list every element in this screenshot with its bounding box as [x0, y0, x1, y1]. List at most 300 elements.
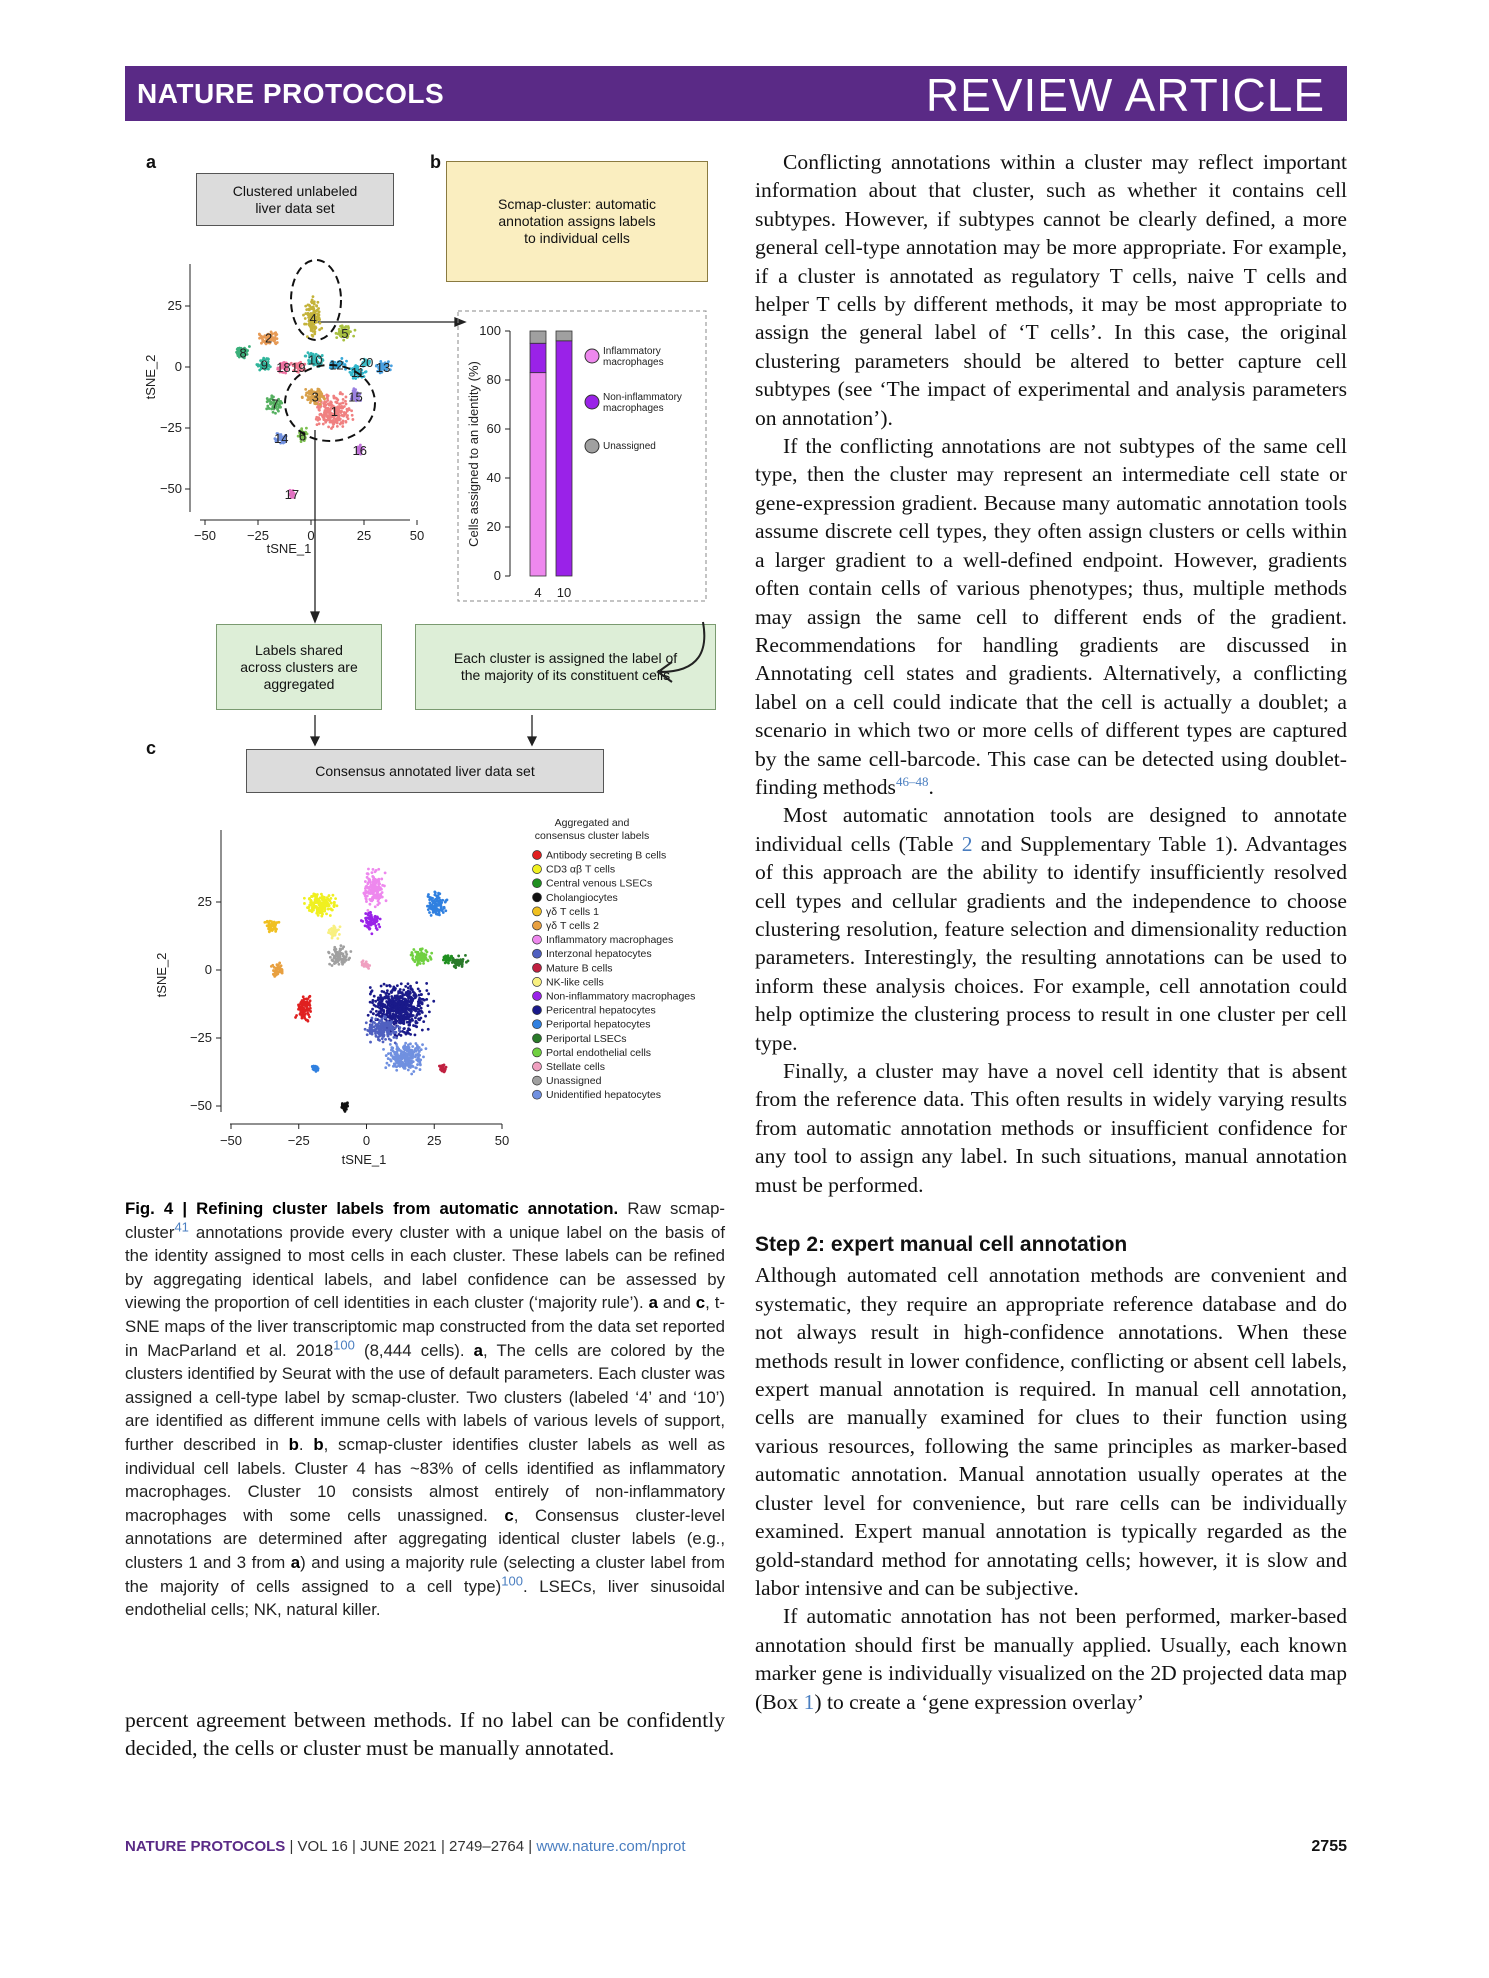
tsne-a-point — [276, 337, 279, 340]
tsne-c-ytick-label: 25 — [197, 894, 212, 909]
tsne-c-point — [368, 1027, 371, 1030]
tsne-c-point — [382, 1048, 385, 1051]
tsne-c-point — [418, 1058, 421, 1061]
caption-text: Raw scmap-cluster — [125, 1199, 725, 1242]
cluster-label-19: 19 — [291, 360, 306, 375]
tsne-c-point — [343, 961, 346, 964]
paragraph-novel-identity: Finally, a cluster may have a novel cell identity that is absent from the reference data. This often results in widely varying results from automatic annotation methods or insufficient confidence for any tool to assign any label. In such situations, manual annotation must be performed. — [755, 1059, 1347, 1197]
tsne-c-legend-swatch — [533, 949, 542, 958]
tsne-c-legend-swatch — [533, 1048, 542, 1057]
tsne-c-point — [334, 897, 337, 900]
tsne-c-point — [349, 950, 352, 953]
tsne-c-point — [420, 1007, 423, 1010]
tsne-a-point — [304, 388, 307, 391]
tsne-c-point — [332, 894, 335, 897]
tsne-c-point — [437, 909, 440, 912]
tsne-c-ytick-label: −50 — [189, 1098, 212, 1113]
tsne-c-point — [421, 1029, 424, 1032]
tsne-c-point — [316, 907, 319, 910]
tsne-a-point — [341, 425, 344, 428]
tsne-c-point — [394, 1059, 397, 1062]
tsne-c-point — [377, 900, 380, 903]
tsne-c-point — [380, 985, 383, 988]
tsne-c-legend-label: γδ T cells 2 — [546, 920, 599, 932]
tsne-a-point — [323, 400, 326, 403]
tsne-c-point — [378, 926, 381, 929]
tsne-c-legend-label: Antibody secreting B cells — [546, 849, 667, 862]
tsne-c-point — [333, 962, 336, 965]
tsne-c-point — [317, 914, 320, 917]
tsne-a-point — [304, 317, 307, 320]
tsne-c-point — [368, 1030, 371, 1033]
tsne-a-point — [267, 399, 270, 402]
tsne-c-point — [422, 1020, 425, 1023]
tsne-c-legend-swatch — [533, 1034, 542, 1043]
tsne-c-point — [364, 895, 367, 898]
tsne-c-point — [374, 924, 377, 927]
tsne-c-point — [370, 914, 373, 917]
tsne-c-point — [405, 1011, 408, 1014]
tsne-c-legend-label: Mature B cells — [546, 962, 613, 975]
tsne-c-point — [416, 964, 419, 967]
tsne-c-point — [406, 1021, 409, 1024]
tsne-c-point — [333, 901, 336, 904]
tsne-c-point — [309, 899, 312, 902]
panel-label-c: c — [146, 738, 157, 758]
tsne-a-ytick-label: −50 — [159, 481, 182, 496]
tsne-a-point — [276, 341, 279, 344]
tsne-a-point — [260, 342, 263, 345]
tsne-c-point — [414, 1055, 417, 1058]
tsne-c-point — [414, 1020, 417, 1023]
caption-citation[interactable]: 100 — [333, 1336, 355, 1352]
bar-ytick-label: 60 — [486, 421, 501, 436]
tsne-c-point — [328, 952, 331, 955]
tsne-c-point — [397, 1062, 400, 1065]
cluster-label-9: 9 — [260, 357, 268, 373]
tsne-a-point — [313, 332, 316, 335]
tsne-c-point — [387, 997, 390, 1000]
caption-text: . — [298, 1434, 314, 1454]
tsne-c-point — [426, 905, 429, 908]
tsne-c-point — [400, 982, 403, 985]
tsne-c-legend-swatch — [533, 865, 542, 874]
tsne-c-xtick-label: −25 — [287, 1133, 310, 1148]
tsne-c-point — [427, 959, 430, 962]
tsne-c-points — [263, 868, 469, 1113]
tsne-c-point — [406, 1031, 409, 1034]
tsne-c-point — [402, 1022, 405, 1025]
tsne-a-point — [305, 323, 308, 326]
tsne-c-point — [307, 1020, 310, 1023]
tsne-c-point — [419, 1068, 422, 1071]
tsne-c-point — [312, 892, 315, 895]
tsne-c-point — [332, 904, 335, 907]
tsne-c-point — [338, 933, 341, 936]
tsne-c-point — [301, 1014, 304, 1017]
tsne-c-point — [370, 883, 373, 886]
bar-segment — [556, 331, 572, 341]
tsne-a-point — [390, 364, 393, 367]
paragraph-conflicting: Conflicting annotations within a cluster may reflect important information about that cluster, such as whether it contains cell subtypes. However, if subtypes cannot be clearly defined, a more general cell-type annotation may be more appropriate. For example, if a cluster is annotated as regulatory T cells, naive T cells and helper T cells by different methods, it may be most appropriate to assign the general label of ‘T cells’. In this case, the original clustering parameters should be altered to better capture cell subtypes (see ‘The impact of experimental and analysis parameters on annotation’). — [755, 150, 1347, 430]
tsne-c-legend-swatch — [533, 1062, 542, 1071]
tsne-c-point — [409, 991, 412, 994]
tsne-c-legend-title: Aggregated and — [554, 817, 630, 829]
tsne-c-point — [334, 950, 337, 953]
tsne-c-point — [373, 995, 376, 998]
tsne-c-point — [303, 1017, 306, 1020]
bar-legend-swatch — [585, 439, 599, 453]
tsne-c-legend-label: Portal endothelial cells — [546, 1046, 652, 1059]
tsne-a-point — [312, 330, 315, 333]
tsne-a-point — [335, 336, 338, 339]
tsne-c-point — [327, 931, 330, 934]
tsne-c-legend-swatch — [533, 893, 542, 902]
tsne-c-point — [431, 907, 434, 910]
caption-citation[interactable]: 100 — [501, 1572, 523, 1588]
tsne-a-point — [318, 408, 321, 411]
tsne-c-point — [341, 1107, 344, 1110]
tsne-c-point — [275, 971, 278, 974]
tsne-c-point — [334, 932, 337, 935]
bar-legend-label: Non-inflammatory — [603, 392, 682, 403]
tsne-c-point — [454, 966, 457, 969]
tsne-c-point — [318, 912, 321, 915]
tsne-c-point — [432, 911, 435, 914]
tsne-c-legend-label: CD3 αβ T cells — [546, 863, 616, 876]
tsne-c-point — [303, 998, 306, 1001]
tsne-c-point — [456, 960, 459, 963]
tsne-a-xtick-label: 25 — [356, 528, 372, 543]
tsne-c-point — [385, 899, 388, 902]
tsne-c-point — [461, 963, 464, 966]
tsne-c-point — [336, 904, 339, 907]
tsne-c-point — [272, 923, 275, 926]
tsne-a-point — [327, 425, 330, 428]
tsne-c-point — [412, 959, 415, 962]
tsne-c-point — [365, 1021, 368, 1024]
tsne-a-point — [318, 318, 321, 321]
tsne-c-point — [392, 1049, 395, 1052]
tsne-c-point — [331, 959, 334, 962]
caption-text: , scmap-cluster identifies cluster labels as well as individual cell labels. Cluster 4 has ~83% of cells identified as inflammatory macrophages. Cluster 10 consists almost entirely of non-inflammatory macrophages with some cells unassigned. — [125, 1434, 725, 1525]
tsne-c-point — [370, 1031, 373, 1034]
tsne-c-point — [442, 959, 445, 962]
citation-46-48[interactable]: 46–48 — [895, 773, 929, 789]
tsne-c-legend-swatch — [533, 935, 542, 944]
tsne-c-point — [340, 944, 343, 947]
tsne-c-point — [388, 1038, 391, 1041]
tsne-c-point — [392, 1057, 395, 1060]
caption-citation[interactable]: 41 — [174, 1219, 189, 1234]
table-2-link[interactable]: 2 — [961, 831, 973, 856]
tsne-a-xtick-label: 50 — [409, 528, 425, 543]
tsne-a-point — [341, 393, 344, 396]
tsne-c-point — [394, 1063, 397, 1066]
tsne-c-xtick-label: −50 — [219, 1133, 243, 1148]
tsne-c-point — [406, 1013, 409, 1016]
tsne-c-point — [412, 948, 415, 951]
bar-legend-swatch — [585, 395, 599, 409]
tsne-c-point — [367, 913, 370, 916]
tsne-c-point — [325, 912, 328, 915]
tsne-c-point — [362, 959, 365, 962]
tsne-c-point — [303, 902, 306, 905]
tsne-a-point — [325, 419, 328, 422]
tsne-c-point — [320, 906, 323, 909]
tsne-a-ytick-label: 0 — [174, 359, 182, 374]
tsne-c-point — [393, 1001, 396, 1004]
tsne-a-point — [334, 421, 337, 424]
bar-ylabel: Cells assigned to an identity (%) — [466, 361, 481, 547]
tsne-a-point — [323, 405, 326, 408]
tsne-c-point — [407, 1069, 410, 1072]
footer-url[interactable]: www.nature.com/nprot — [536, 1838, 686, 1855]
tsne-c-point — [366, 876, 369, 879]
tsne-c-point — [382, 1041, 385, 1044]
tsne-c-point — [411, 1018, 414, 1021]
tsne-c-point — [425, 982, 428, 985]
tsne-a-point — [322, 423, 325, 426]
tsne-a-point — [338, 403, 341, 406]
tsne-c-point — [433, 893, 436, 896]
bar-segment — [530, 343, 546, 372]
tsne-c-point — [409, 996, 412, 999]
tsne-c-point — [380, 1008, 383, 1011]
tsne-c-point — [373, 1026, 376, 1029]
tsne-a-point — [312, 295, 315, 298]
tsne-c-point — [374, 1028, 377, 1031]
bar-ytick-label: 100 — [479, 323, 501, 338]
tsne-c-point — [390, 1015, 393, 1018]
tsne-c-point — [314, 900, 317, 903]
tsne-c-point — [269, 929, 272, 932]
tsne-c-point — [384, 871, 387, 874]
tsne-c-point — [376, 903, 379, 906]
tsne-c-point — [384, 1038, 387, 1041]
cluster-label-7: 7 — [271, 396, 279, 412]
section-heading-step2: Step 2: expert manual cell annotation — [755, 1233, 1128, 1257]
tsne-c-point — [426, 951, 429, 954]
tsne-a-point — [345, 360, 348, 363]
tsne-a-point — [342, 398, 345, 401]
tsne-c-point — [375, 886, 378, 889]
tsne-c-point — [315, 895, 318, 898]
tsne-c-point — [402, 1015, 405, 1018]
tsne-c-point — [320, 915, 323, 918]
tsne-a-point — [319, 396, 322, 399]
figure-caption — [125, 1197, 725, 1622]
tsne-c-point — [311, 907, 314, 910]
tsne-c-legend-label: Periportal LSECs — [546, 1032, 627, 1045]
tsne-c-point — [321, 896, 324, 899]
tsne-c-legend-label: Interzonal hepatocytes — [546, 948, 652, 961]
tsne-c-point — [381, 891, 384, 894]
tsne-c-point — [307, 1009, 310, 1012]
tsne-c-legend-swatch — [533, 1020, 542, 1029]
tsne-a-point — [261, 337, 264, 340]
tsne-c-point — [417, 1052, 420, 1055]
tsne-c-point — [311, 895, 314, 898]
box-1-link[interactable]: 1 — [803, 1689, 815, 1714]
tsne-a-point — [339, 392, 342, 395]
tsne-c-point — [398, 1029, 401, 1032]
tsne-c-point — [402, 1046, 405, 1049]
cluster-label-17: 17 — [284, 486, 300, 502]
tsne-a-point — [322, 413, 325, 416]
tsne-c-point — [398, 1033, 401, 1036]
tsne-c-point — [416, 1013, 419, 1016]
tsne-c-point — [412, 1070, 415, 1073]
cluster-label-18: 18 — [276, 360, 291, 375]
tsne-c-point — [427, 992, 430, 995]
tsne-c-point — [306, 998, 309, 1001]
tsne-a-point — [331, 425, 334, 428]
tsne-a-point — [248, 345, 251, 348]
caption-text: ) and using a majority rule (selecting a cluster label from the majority of cells assigned to a cell type) — [125, 1552, 725, 1596]
tsne-c-point — [425, 998, 428, 1001]
tsne-c-point — [372, 890, 375, 893]
tsne-c-point — [391, 1029, 394, 1032]
tsne-a-point — [301, 396, 304, 399]
tsne-c-point — [382, 990, 385, 993]
box-each-cluster: Each cluster is assigned the label of the majority of its constituent cells — [415, 624, 716, 710]
tsne-c-point — [399, 1057, 402, 1060]
bar-ytick-label: 80 — [486, 372, 501, 387]
tsne-c-point — [443, 1069, 446, 1072]
tsne-c-point — [413, 992, 416, 995]
tsne-c-point — [394, 1007, 397, 1010]
tsne-c-point — [374, 1000, 377, 1003]
tsne-c-point — [274, 928, 277, 931]
tsne-c-legend-label: Non-inflammatory macrophages — [546, 990, 696, 1003]
tsne-c-legend-swatch — [533, 992, 542, 1001]
tsne-c-point — [374, 1005, 377, 1008]
bar-legend-label: macrophages — [603, 403, 664, 414]
tsne-c-point — [377, 1002, 380, 1005]
tsne-c-point — [464, 954, 467, 957]
bar-legend-label: macrophages — [603, 357, 664, 368]
bar-chart — [466, 323, 682, 600]
tsne-c-point — [372, 868, 375, 871]
tsne-c-point — [415, 981, 418, 984]
tsne-c-point — [389, 1043, 392, 1046]
tsne-c-point — [341, 947, 344, 950]
tsne-c-point — [366, 1033, 369, 1036]
tsne-c-point — [306, 1000, 309, 1003]
tsne-c-legend — [533, 817, 696, 1101]
tsne-a-point — [311, 335, 314, 338]
tsne-c-point — [389, 985, 392, 988]
tsne-c-point — [409, 1054, 412, 1057]
caption-panel-ref: a — [648, 1293, 658, 1313]
tsne-a-point — [332, 395, 335, 398]
tsne-c-point — [377, 923, 380, 926]
tsne-c-point — [383, 1034, 386, 1037]
tsne-c-point — [329, 914, 332, 917]
tsne-c-point — [388, 1064, 391, 1067]
bar-segment — [556, 341, 572, 576]
tsne-c-point — [397, 1005, 400, 1008]
tsne-c-point — [399, 1017, 402, 1020]
tsne-a-point — [340, 410, 343, 413]
tsne-a-point — [341, 422, 344, 425]
tsne-a-point — [352, 418, 355, 421]
tsne-a-point — [326, 397, 329, 400]
tsne-c-point — [426, 1004, 429, 1007]
panel-b-dashed-frame — [458, 311, 706, 601]
tsne-c-point — [378, 889, 381, 892]
tsne-c-point — [306, 1012, 309, 1015]
caption-panel-ref: b — [313, 1434, 324, 1454]
tsne-a-point — [342, 402, 345, 405]
tsne-a-point — [345, 403, 348, 406]
tsne-a-ytick-label: −25 — [159, 420, 182, 435]
caption-panel-ref: a — [473, 1340, 484, 1360]
journal-name: NATURE PROTOCOLS — [137, 78, 445, 109]
tsne-c-legend-swatch — [533, 1076, 542, 1085]
tsne-c-point — [368, 927, 371, 930]
bar-ytick-label: 40 — [486, 470, 501, 485]
tsne-c-point — [308, 995, 311, 998]
tsne-c-point — [365, 898, 368, 901]
tsne-c-point — [370, 899, 373, 902]
tsne-a-point — [308, 305, 311, 308]
tsne-c-legend-label: Pericentral hepatocytes — [546, 1004, 656, 1017]
tsne-c-point — [366, 882, 369, 885]
tsne-c-point — [416, 1063, 419, 1066]
cluster-label-2: 2 — [264, 330, 273, 346]
caption-text: , Consensus cluster-level annotations are determined after aggregating identical cluster labels (e.g., clusters 1 and 3 from — [125, 1505, 725, 1572]
tsne-a-point — [342, 419, 345, 422]
tsne-c-point — [308, 1016, 311, 1019]
tsne-c-point — [430, 958, 433, 961]
tsne-a-point — [344, 400, 347, 403]
tsne-c-point — [467, 959, 470, 962]
tsne-c-point — [402, 988, 405, 991]
tsne-c-point — [329, 928, 332, 931]
tsne-c-point — [387, 1011, 390, 1014]
paragraph-gradients — [755, 432, 1347, 801]
tsne-a-point — [347, 417, 350, 420]
tsne-c-point — [377, 996, 380, 999]
tsne-c-point — [270, 920, 273, 923]
paragraph-text: and Supplementary Table 1). Advantages of this approach are the ability to identify insufficiently resolved cell types and cellular gradients and the independence to choose clustering resolution, feature selection and dimensionality reduction parameters. Interestingly, the resulting annotations can be used to inform these analysis choices. For example, cell annotation could help optimize the clustering process to result in one cluster per cell type. — [755, 831, 1348, 1055]
tsne-c-point — [377, 868, 380, 871]
tsne-c-point — [428, 898, 431, 901]
tsne-c-point — [323, 900, 326, 903]
tsne-c-point — [392, 985, 395, 988]
tsne-c-point — [303, 897, 306, 900]
tsne-c-point — [383, 1005, 386, 1008]
tsne-c-point — [374, 882, 377, 885]
tsne-c-point — [383, 983, 386, 986]
tsne-c-point — [418, 998, 421, 1001]
tsne-c-point — [385, 992, 388, 995]
tsne-c-point — [303, 1010, 306, 1013]
tsne-a-point — [336, 425, 339, 428]
tsne-c-point — [407, 1024, 410, 1027]
tsne-c-point — [438, 901, 441, 904]
tsne-c-point — [371, 989, 374, 992]
tsne-c-point — [374, 1018, 377, 1021]
tsne-c-legend-title: consensus cluster labels — [534, 830, 650, 842]
tsne-a-point — [319, 403, 322, 406]
caption-text: . LSECs, liver sinusoidal endothelial cells; NK, natural killer. — [125, 1576, 725, 1620]
tsne-c-point — [447, 962, 450, 965]
tsne-c-point — [327, 908, 330, 911]
tsne-c-point — [444, 959, 447, 962]
